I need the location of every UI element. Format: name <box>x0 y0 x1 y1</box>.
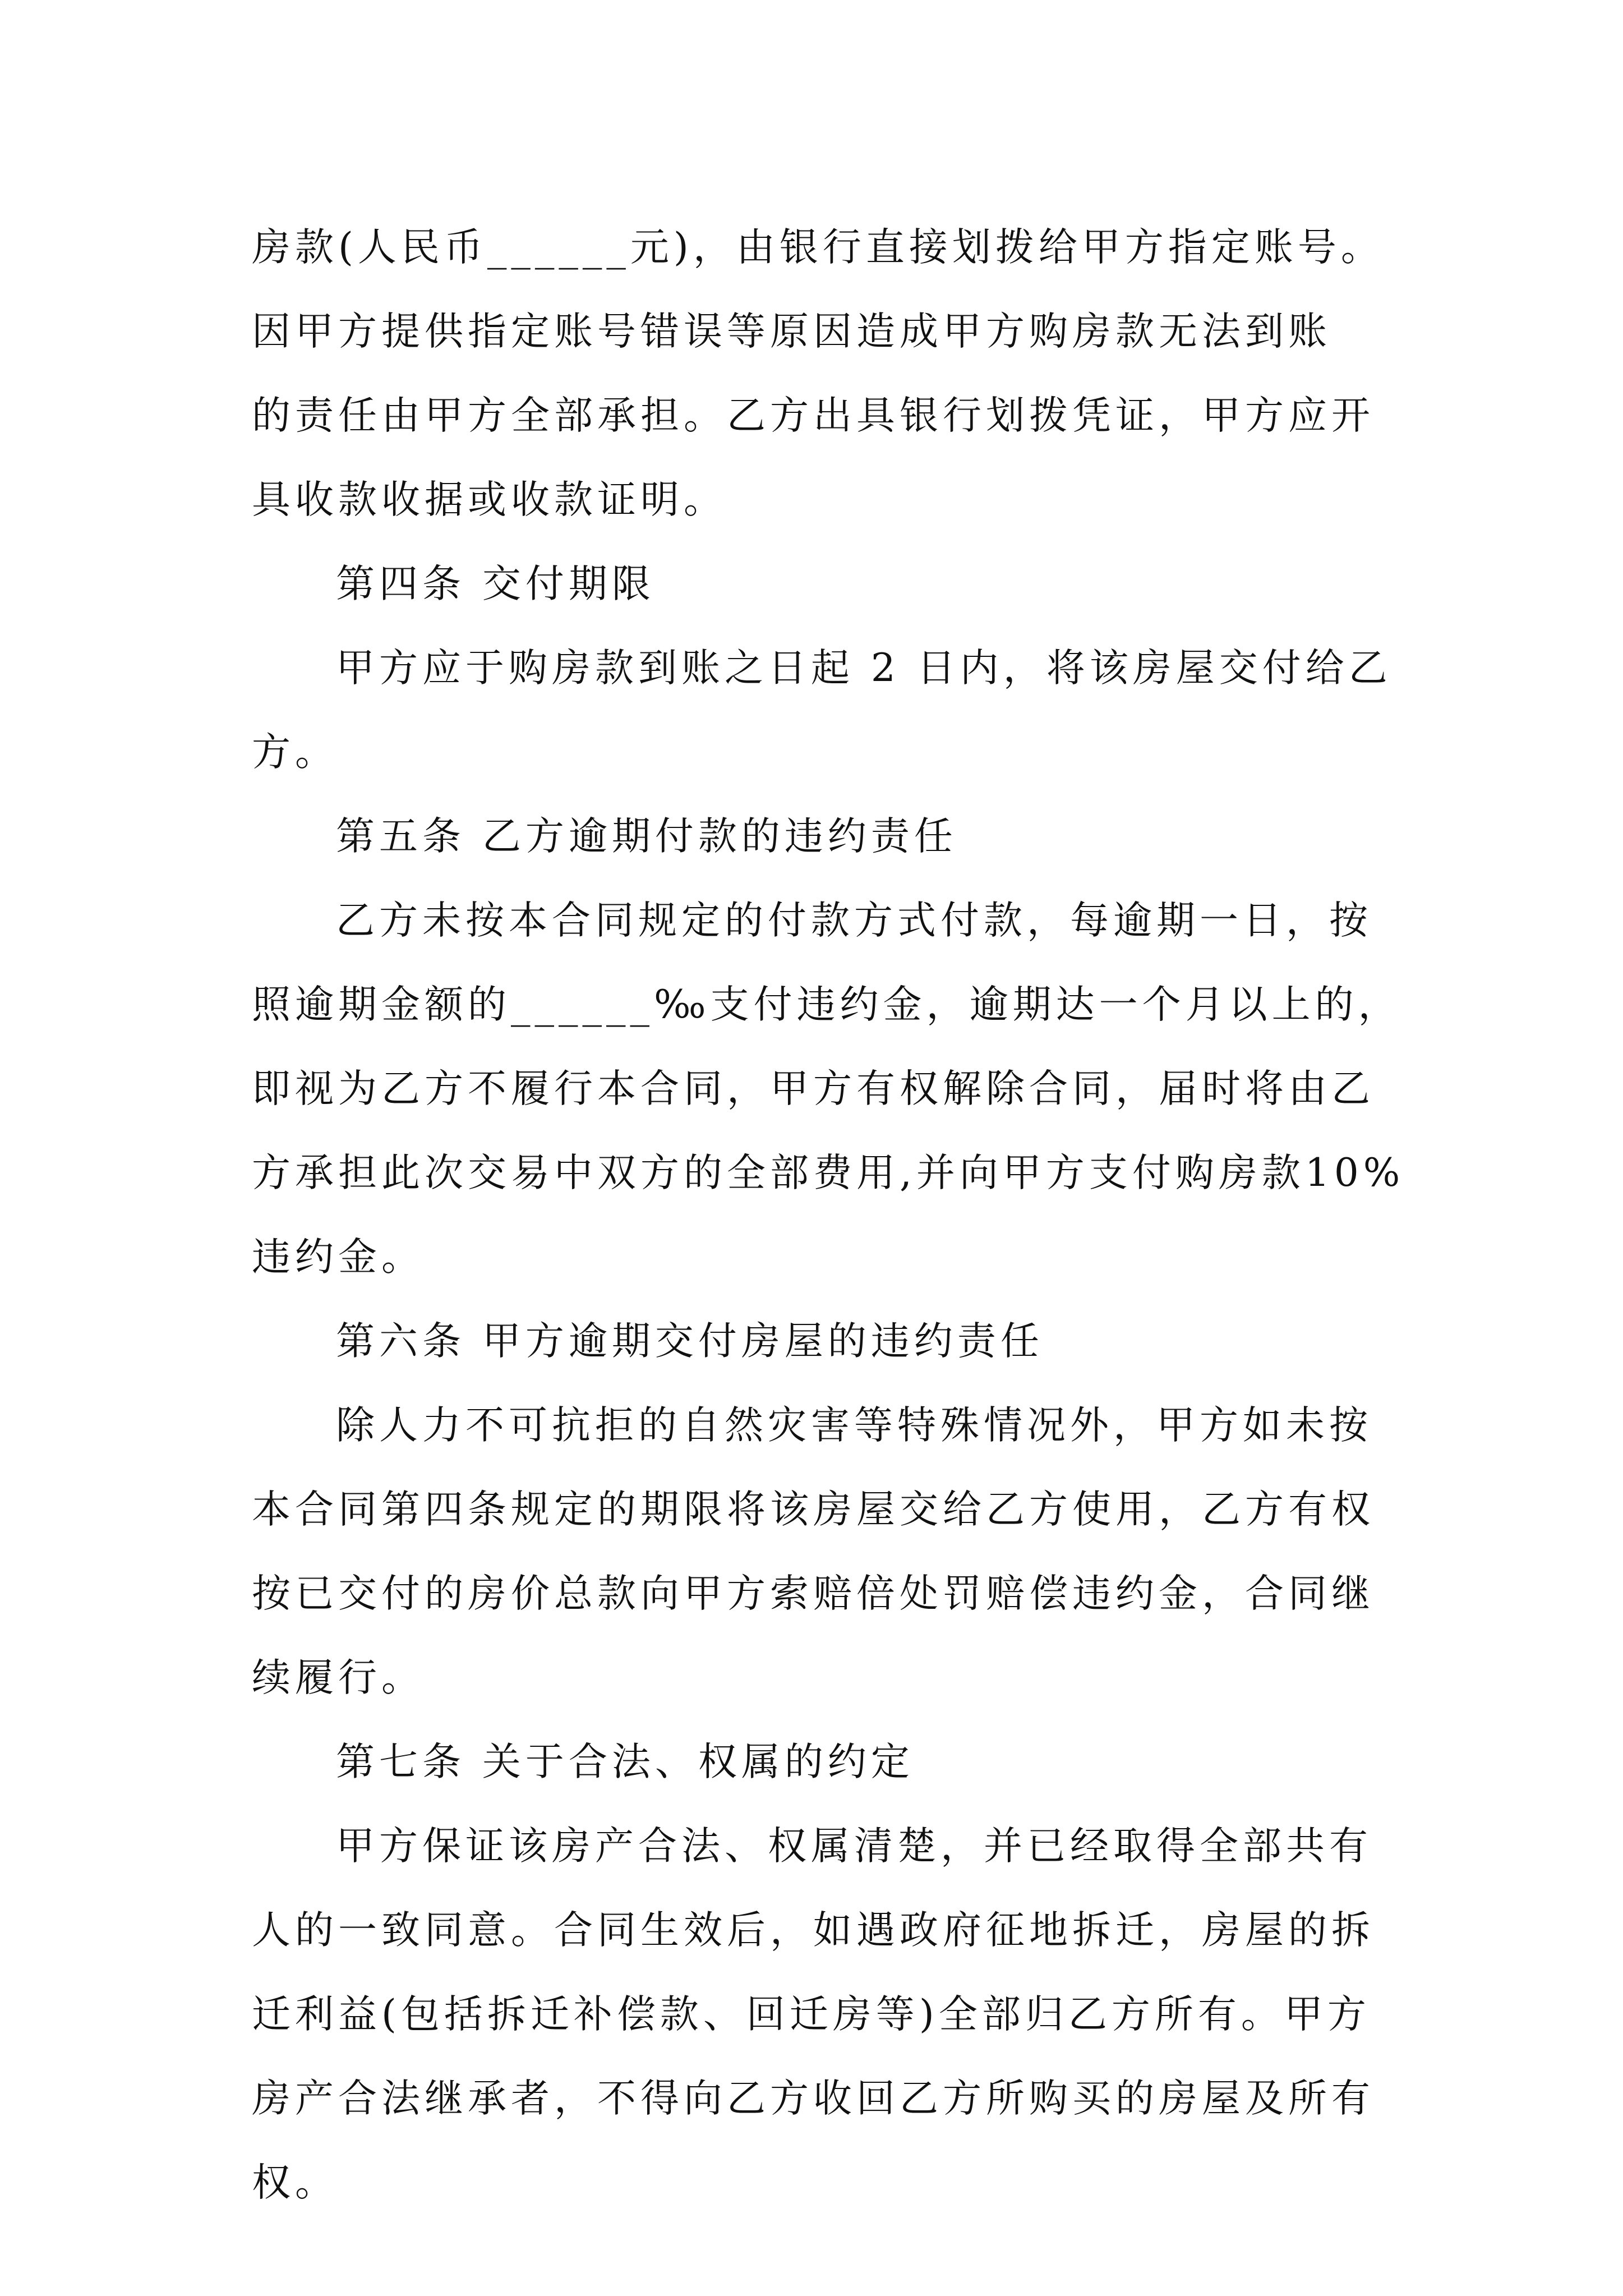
text-line: 即视为乙方不履行本合同，甲方有权解除合同，届时将由乙 <box>252 1066 1375 1111</box>
article-heading-7: 第七条 关于合法、权属的约定 <box>336 1740 914 1784</box>
text-line: 违约金。 <box>252 1235 425 1280</box>
article-heading-6: 第六条 甲方逾期交付房屋的违约责任 <box>336 1319 1044 1364</box>
text-line: 方承担此次交易中双方的全部费用,并向甲方支付购房款10% <box>252 1151 1405 1195</box>
text-line: 甲方应于购房款到账之日起 2 日内，将该房屋交付给乙 <box>336 646 1392 691</box>
contract-body <box>252 205 1413 2225</box>
text-line: 乙方未按本合同规定的付款方式付款，每逾期一日，按 <box>336 898 1372 943</box>
text-line: 因甲方提供指定账号错误等原因造成甲方购房款无法到账 <box>252 309 1331 354</box>
text-line: 本合同第四条规定的期限将该房屋交给乙方使用，乙方有权 <box>252 1487 1375 1532</box>
article-heading-4: 第四条 交付期限 <box>336 562 655 606</box>
text-line: 权。 <box>252 2160 338 2205</box>
text-line: 房款(人民币______元)，由银行直接划拨给甲方指定账号。 <box>252 225 1384 270</box>
text-line: 按已交付的房价总款向甲方索赔倍处罚赔偿违约金，合同继 <box>252 1571 1375 1616</box>
text-line: 具收款收据或收款证明。 <box>252 477 727 522</box>
text-line: 除人力不可抗拒的自然灾害等特殊情况外，甲方如未按 <box>336 1403 1372 1448</box>
article-heading-5: 第五条 乙方逾期付款的违约责任 <box>336 814 957 859</box>
text-line: 照逾期金额的______‰支付违约金，逾期达一个月以上的， <box>252 982 1401 1027</box>
text-line: 人的一致同意。合同生效后，如遇政府征地拆迁，房屋的拆 <box>252 1908 1375 1953</box>
text-line: 的责任由甲方全部承担。乙方出具银行划拨凭证，甲方应开 <box>252 393 1375 438</box>
text-line: 续履行。 <box>252 1655 425 1700</box>
text-line: 甲方保证该房产合法、权属清楚，并已经取得全部共有 <box>336 1824 1372 1869</box>
text-line: 方。 <box>252 730 338 775</box>
text-line: 迁利益(包括拆迁补偿款、回迁房等)全部归乙方所有。甲方 <box>252 1992 1371 2037</box>
text-line: 房产合法继承者，不得向乙方收回乙方所购买的房屋及所有 <box>252 2076 1375 2121</box>
